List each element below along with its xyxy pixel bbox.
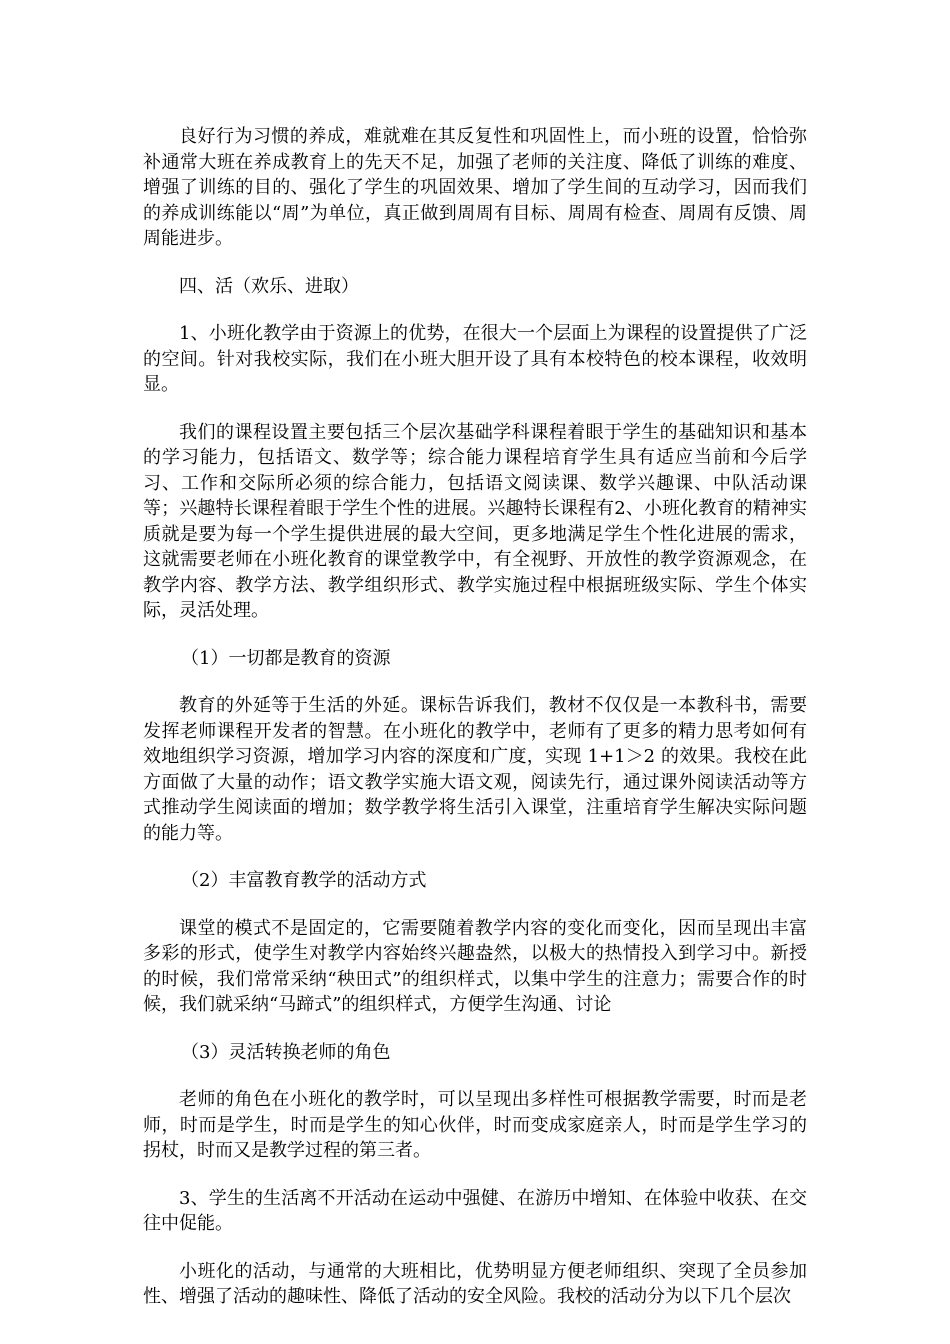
- paragraph-habit-formation: 良好行为习惯的养成，难就难在其反复性和巩固性上，而小班的设置，恰恰弥补通常大班在养成教育上的先天不足，加强了老师的关注度、降低了训练的难度、增强了训练的目的、强化了学生的巩固效果、增加了学生间的互动学习，因而我们的养成训练能以“周”为单位，真正做到周周有目标、周周有检查、周周有反馈、周周能进步。: [143, 126, 807, 249]
- section-heading-huo: 四、活（欢乐、进取）: [179, 275, 359, 297]
- subheading-education-resources: （1）一切都是教育的资源: [181, 647, 391, 669]
- subheading-activity-forms: （2）丰富教育教学的活动方式: [181, 870, 427, 891]
- paragraph-curriculum-levels: 我们的课程设置主要包括三个层次基础学科课程着眼于学生的基础知识和基本的学习能力，包括语文、数学等；综合能力课程培育学生具有适应当前和今后学习、工作和交际所必须的综合能力，包括语文阅读课、数学兴趣课、中队活动课等；兴趣特长课程着眼于学生个性的进展。兴趣特长课程有2、小班化教育的精神实质就是要为每一个学生提供进展的最大空间，更多地满足学生个性化进展的需求，这就需要老师在小班化教育的课堂教学中，有全视野、开放性的教学资源观念，在教学内容、教学方法、教学组织形式、教学实施过程中根据班级实际、学生个体实际，灵活处理。: [143, 421, 807, 621]
- document-page: [143, 124, 807, 1332]
- paragraph-curriculum-space: 1、小班化教学由于资源上的优势，在很大一个层面上为课程的设置提供了广泛的空间。针对我校实际，我们在小班大胆开设了具有本校特色的校本课程，收效明显。: [143, 323, 807, 395]
- paragraph-education-extension: 教育的外延等于生活的外延。课标告诉我们，教材不仅仅是一本教科书，需要发挥老师课程开发者的智慧。在小班化的教学中，老师有了更多的精力思考如何有效地组织学习资源，增加学习内容的深度和广度，实现 1+1＞2 的效果。我校在此方面做了大量的动作；语文教学实施大语文观，阅读先行，通过课外阅读活动等方式推动学生阅读面的增加；数学教学将生活引入课堂，注重培育学生解决实际问题的能力等。: [143, 695, 807, 844]
- paragraph-student-activities: 3、学生的生活离不开活动在运动中强健、在游历中增知、在体验中收获、在交往中促能。: [143, 1187, 807, 1234]
- paragraph-small-class-activities: 小班化的活动，与通常的大班相比，优势明显方便老师组织、突现了全员参加性、增强了活动的趣味性、降低了活动的安全风险。我校的活动分为以下几个层次: [143, 1260, 807, 1307]
- paragraph-classroom-modes: 课堂的模式不是固定的，它需要随着教学内容的变化而变化，因而呈现出丰富多彩的形式，使学生对教学内容始终兴趣盎然，以极大的热情投入到学习中。新授的时候，我们常常采纳“秧田式”的组织样式，以集中学生的注意力；需要合作的时候，我们就采纳“马蹄式”的组织样式，方便学生沟通、讨论: [143, 917, 807, 1015]
- paragraph-teacher-roles: 老师的角色在小班化的教学时，可以呈现出多样性可根据教学需要，时而是老师，时而是学生，时而是学生的知心伙伴，时而变成家庭亲人，时而是学生学习的拐杖，时而又是教学过程的第三者。: [143, 1089, 807, 1161]
- subheading-teacher-roles: （3）灵活转换老师的角色: [181, 1041, 391, 1063]
